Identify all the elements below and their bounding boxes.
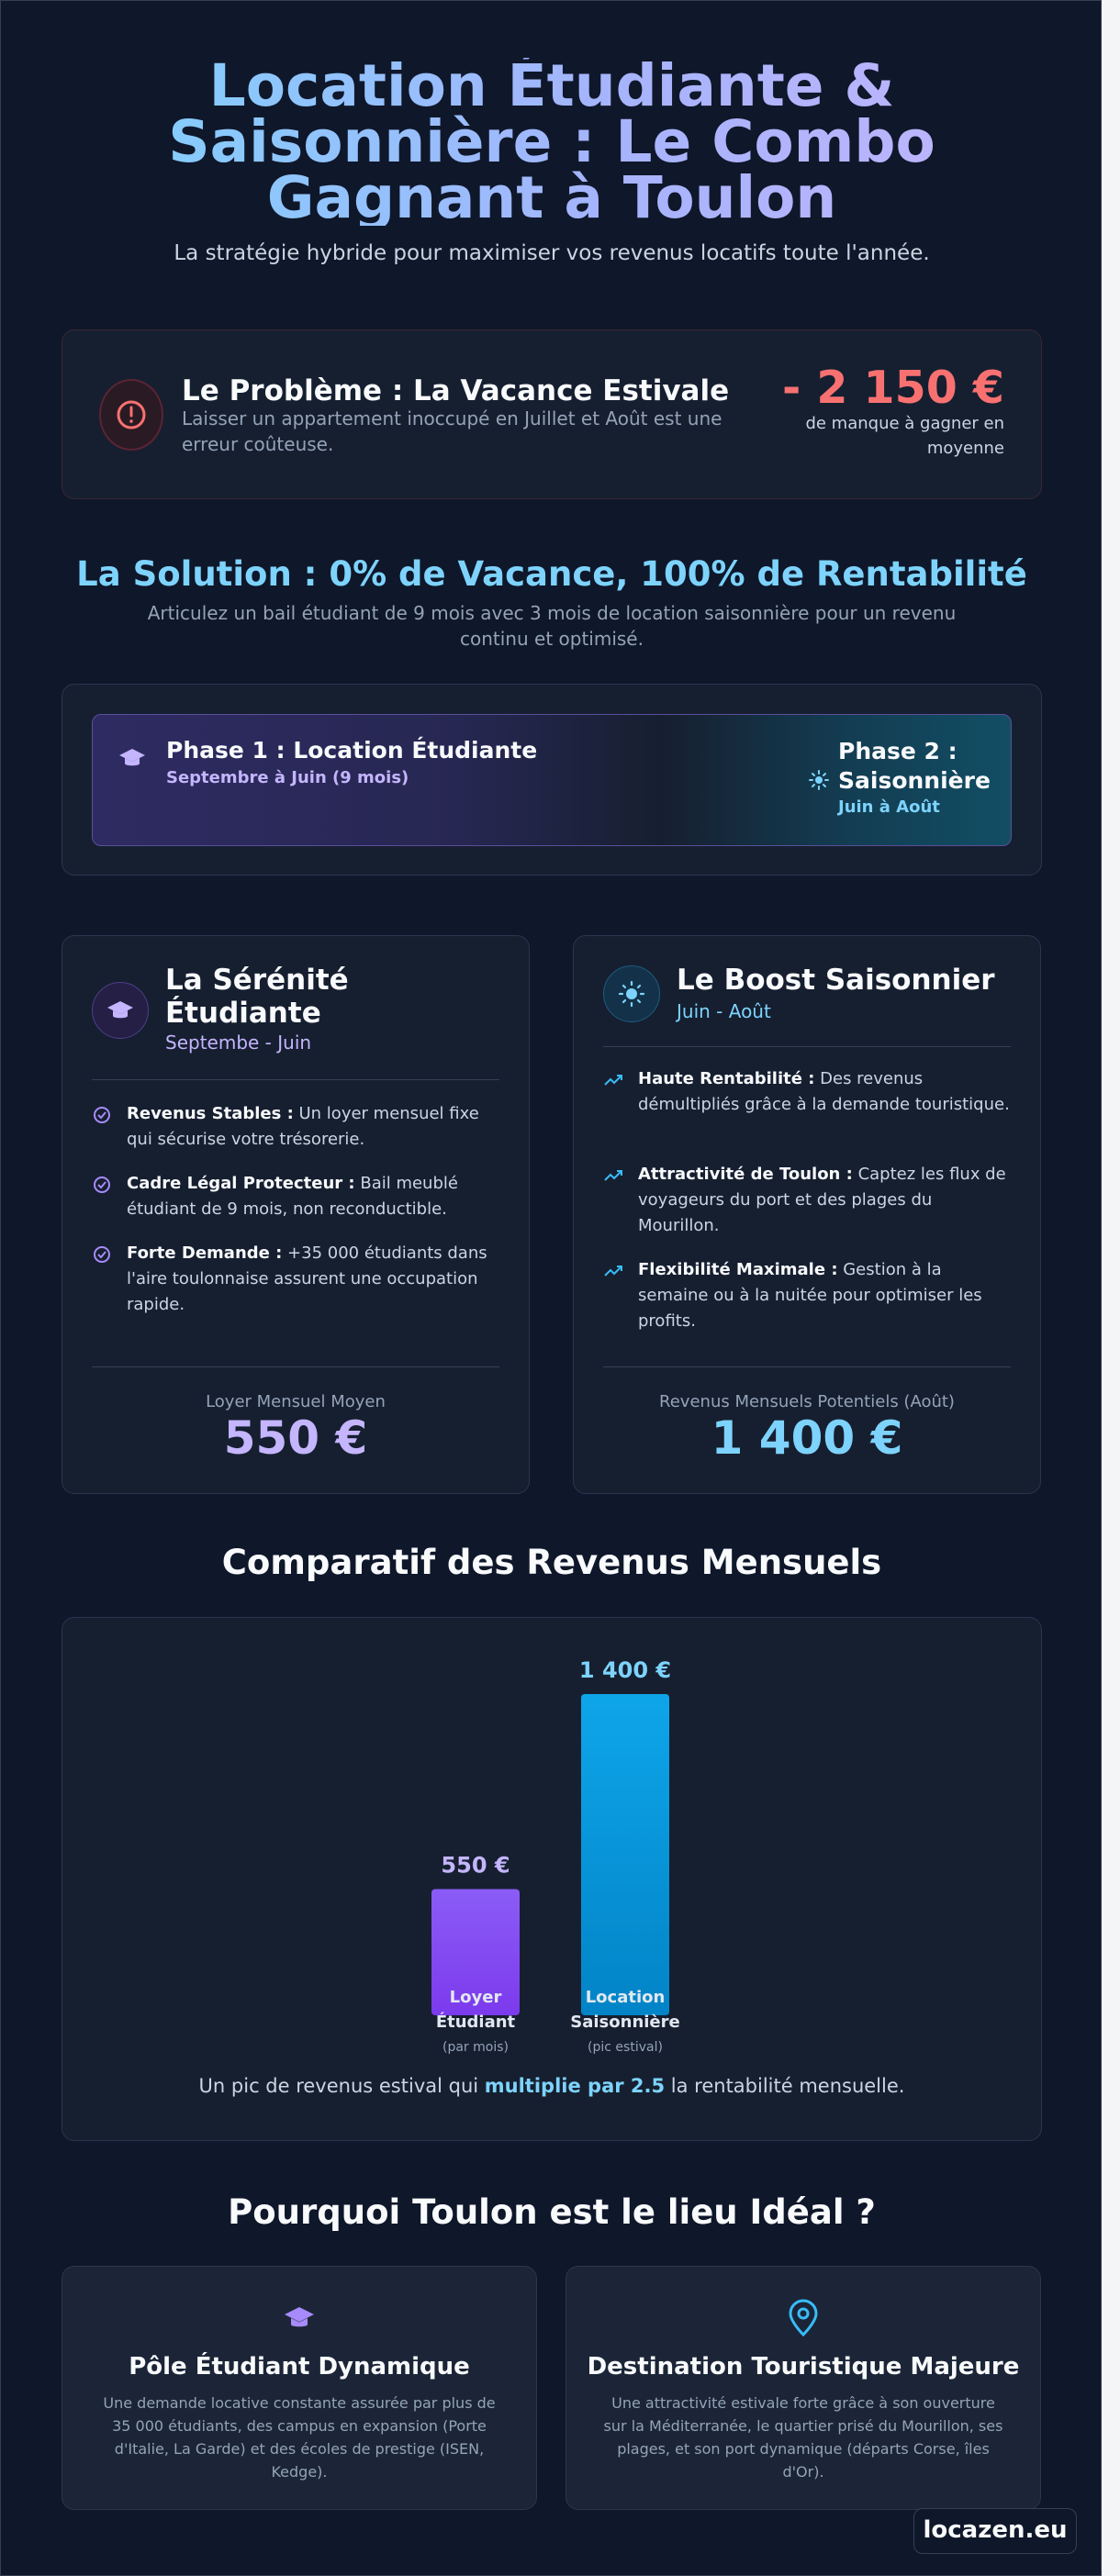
list-item xyxy=(92,1171,499,1222)
check-circle-icon xyxy=(92,1175,112,1195)
list-item xyxy=(92,1241,499,1318)
problem-description: Laisser un appartement inoccupé en Juillet et Août est une erreur coûteuse. xyxy=(182,407,722,455)
why-title: Pourquoi Toulon est le lieu Idéal ? xyxy=(228,2192,876,2232)
why-card-text: Une attractivité estivale forte grâce à son ouverture sur la Méditerranée, le quartier prisé du Mourillon, ses plages, et son port dynamique (départs Corse, îles d'Or). xyxy=(603,2394,1003,2481)
seasonal-card xyxy=(573,935,1041,1494)
list-item xyxy=(603,1066,1011,1118)
bullet-text: Bail meublé étudiant de 9 mois, non reconductible. xyxy=(127,1174,458,1219)
student-rent-label: Loyer Mensuel Moyen xyxy=(206,1392,386,1411)
seasonal-card-period: Juin - Août xyxy=(677,1000,771,1022)
category-label: Loyer xyxy=(449,1988,502,2007)
page-subtitle: La stratégie hybride pour maximiser vos revenus locatifs toute l'année. xyxy=(174,241,930,265)
bullet-label: Flexibilité Maximale : xyxy=(638,1260,838,1279)
seasonal-revenue-label: Revenus Mensuels Potentiels (Août) xyxy=(659,1392,955,1411)
problem-card xyxy=(62,329,1042,499)
bar-seasonal xyxy=(581,1694,669,2015)
sun-icon xyxy=(809,770,829,794)
phase2-period: Juin à Août xyxy=(838,797,940,817)
why-card-title: Destination Touristique Majeure xyxy=(587,2353,1020,2381)
timeline-bar xyxy=(92,714,1012,846)
bullet-label: Revenus Stables : xyxy=(127,1104,294,1123)
bullet-label: Haute Rentabilité : xyxy=(638,1069,815,1088)
graduation-cap-icon xyxy=(92,982,149,1039)
solution-subtitle: Articulez un bail étudiant de 9 mois avec 3 mois de location saisonnière pour un revenu continu et optimisé. xyxy=(147,602,957,650)
trending-up-icon xyxy=(603,1165,623,1186)
seasonal-revenue-value: 1 400 € xyxy=(711,1411,903,1465)
category-label: Saisonnière xyxy=(570,2013,680,2032)
timeline-card xyxy=(62,684,1042,875)
check-circle-icon xyxy=(92,1244,112,1265)
student-rent-value: 550 € xyxy=(223,1411,368,1465)
trending-up-icon xyxy=(603,1261,623,1281)
graduation-cap-icon xyxy=(118,746,146,774)
category-note: (pic estival) xyxy=(588,2040,663,2055)
bar-value-label: 550 € xyxy=(441,1852,510,1879)
bullet-label: Cadre Légal Protecteur : xyxy=(127,1174,355,1193)
problem-amount: - 2 150 € xyxy=(782,362,1004,414)
phase1-period: Septembre à Juin (9 mois) xyxy=(166,768,409,787)
divider xyxy=(92,1079,499,1080)
trending-up-icon xyxy=(603,1070,623,1090)
bullet-text: Un loyer mensuel fixe qui sécurise votre trésorerie. xyxy=(127,1104,479,1149)
bullet-text: Captez les flux de voyageurs du port et des plages du Mourillon. xyxy=(638,1165,1006,1235)
bullet-text: Gestion à la semaine ou à la nuitée pour optimiser les profits. xyxy=(638,1260,982,1331)
alert-circle-icon xyxy=(99,379,163,451)
category-note: (par mois) xyxy=(442,2040,509,2055)
bullet-text: +35 000 étudiants dans l'aire toulonnaise assurent une occupation rapide. xyxy=(127,1243,487,1314)
check-circle-icon xyxy=(92,1105,112,1125)
bullet-text: Des revenus démultipliés grâce à la demande touristique. xyxy=(638,1069,1010,1114)
phase1-title: Phase 1 : Location Étudiante xyxy=(166,737,538,764)
why-card-students xyxy=(62,2266,537,2510)
student-card-period: Septembe - Juin xyxy=(165,1032,312,1054)
why-card-tourism xyxy=(566,2266,1041,2510)
phase2-title: Phase 2 : Saisonnière xyxy=(838,738,991,794)
divider xyxy=(603,1366,1011,1367)
caption-text: la rentabilité mensuelle. xyxy=(665,2075,905,2097)
student-card-title: La Sérénité Étudiante xyxy=(165,964,349,1030)
solution-title: La Solution : 0% de Vacance, 100% de Rentabilité xyxy=(76,554,1027,594)
bar-value-label: 1 400 € xyxy=(578,1657,672,1683)
problem-amount-caption: de manque à gagner en moyenne xyxy=(805,414,1004,458)
chart-caption xyxy=(62,2075,1041,2097)
caption-emphasis: multiplie par 2.5 xyxy=(484,2075,666,2097)
why-card-text: Une demande locative constante assurée par plus de 35 000 étudiants, des campus en expansion (Porte d'Italie, La Garde) et des écoles de prestige (ISEN, Kedge). xyxy=(103,2394,496,2481)
bar-chart xyxy=(62,1618,1041,2058)
brand-badge[interactable]: locazen.eu xyxy=(913,2508,1077,2554)
bullet-label: Forte Demande : xyxy=(127,1243,283,1263)
comparison-chart-card xyxy=(62,1617,1042,2141)
comparison-title: Comparatif des Revenus Mensuels xyxy=(221,1543,882,1582)
category-label: Étudiant xyxy=(435,2013,516,2032)
graduation-cap-icon xyxy=(272,2294,327,2340)
bullet-label: Attractivité de Toulon : xyxy=(638,1165,853,1184)
map-pin-icon xyxy=(776,2294,831,2340)
seasonal-card-title: Le Boost Saisonnier xyxy=(677,964,995,997)
why-card-title: Pôle Étudiant Dynamique xyxy=(129,2353,470,2381)
page-title: Location Étudiante & Saisonnière : Le Combo Gagnant à Toulon xyxy=(38,58,1066,226)
list-item xyxy=(603,1162,1011,1239)
student-card xyxy=(62,935,530,1494)
divider xyxy=(92,1366,499,1367)
sun-icon xyxy=(603,965,660,1022)
list-item xyxy=(92,1101,499,1153)
category-label: Location xyxy=(585,1988,666,2007)
divider xyxy=(603,1046,1011,1047)
caption-text: Un pic de revenus estival qui xyxy=(198,2075,485,2097)
list-item xyxy=(603,1257,1011,1334)
problem-title: Le Problème : La Vacance Estivale xyxy=(182,374,730,407)
